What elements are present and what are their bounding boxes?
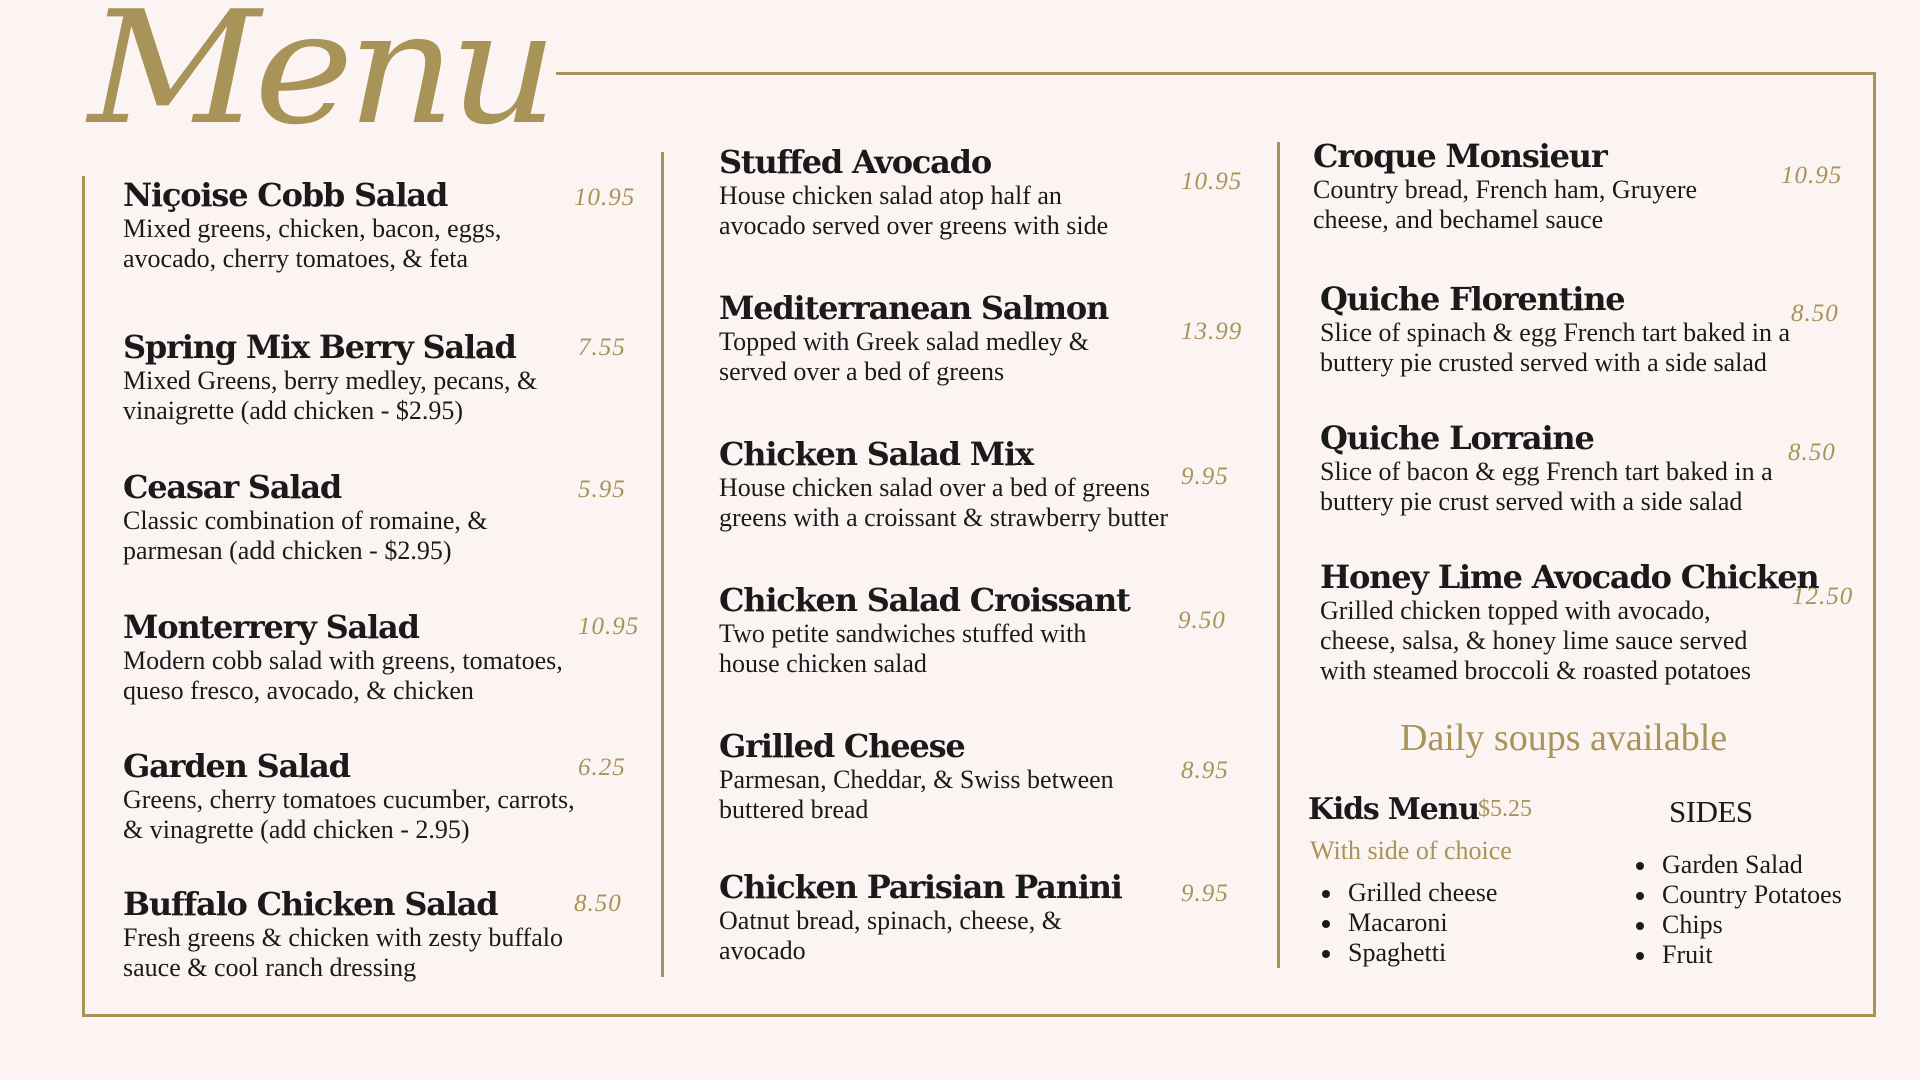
item-name: Quiche Florentine xyxy=(1320,280,1625,318)
list-item: • Macaroni xyxy=(1344,908,1497,938)
menu-item xyxy=(1320,558,1819,686)
item-price: 9.50 xyxy=(1178,607,1226,634)
item-description: Slice of spinach & egg French tart baked in a buttery pie crusted served with a side salad xyxy=(1320,318,1791,377)
item-description: Greens, cherry tomatoes cucumber, carrots, & vinagrette (add chicken - 2.95) xyxy=(123,785,575,844)
frame-right-border xyxy=(1873,72,1876,1017)
item-name: Chicken Salad Mix xyxy=(719,435,1033,473)
list-item: • Spaghetti xyxy=(1344,938,1497,968)
menu-item xyxy=(123,328,593,426)
item-price: 10.95 xyxy=(578,613,640,640)
item-price: 9.95 xyxy=(1181,880,1229,907)
item-description: Parmesan, Cheddar, & Swiss between buttered bread xyxy=(719,765,1114,824)
item-price: 8.50 xyxy=(1788,439,1836,466)
item-description: House chicken salad over a bed of greens greens with a croissant & strawberry butter xyxy=(719,473,1169,532)
menu-item xyxy=(1320,280,1810,378)
item-price: 8.50 xyxy=(1791,300,1839,327)
item-description: Mixed Greens, berry medley, pecans, & vinaigrette (add chicken - $2.95) xyxy=(123,366,538,425)
item-price: 12.50 xyxy=(1792,583,1854,610)
menu-item xyxy=(123,468,593,566)
item-name: Ceasar Salad xyxy=(123,468,342,506)
item-name: Garden Salad xyxy=(123,747,350,785)
frame-bottom-border xyxy=(82,1014,1876,1017)
item-price: 8.50 xyxy=(574,890,622,917)
frame-top-border xyxy=(556,72,1876,75)
kids-menu-title: Kids Menu xyxy=(1308,792,1479,827)
item-description: Mixed greens, chicken, bacon, eggs, avocado, cherry tomatoes, & feta xyxy=(123,214,502,273)
menu-title: Menu xyxy=(88,0,552,159)
item-name: Croque Monsieur xyxy=(1313,137,1607,175)
list-item: • Fruit xyxy=(1658,940,1842,970)
menu-item xyxy=(123,176,593,274)
item-description: Fresh greens & chicken with zesty buffalo sauce & cool ranch dressing xyxy=(123,923,563,982)
list-item: • Grilled cheese xyxy=(1344,878,1497,908)
item-description: Topped with Greek salad medley & served over a bed of greens xyxy=(719,327,1090,386)
menu-item xyxy=(719,581,1199,679)
menu-item xyxy=(1313,137,1783,235)
sides-list xyxy=(1632,850,1842,970)
item-description: Modern cobb salad with greens, tomatoes, queso fresco, avocado, & chicken xyxy=(123,646,563,705)
daily-soups-note: Daily soups available xyxy=(1400,717,1728,759)
item-name: Chicken Salad Croissant xyxy=(719,581,1130,619)
item-name: Buffalo Chicken Salad xyxy=(123,885,498,923)
kids-menu-price: $5.25 xyxy=(1478,796,1532,822)
item-name: Stuffed Avocado xyxy=(719,143,991,181)
list-item: • Country Potatoes xyxy=(1658,880,1842,910)
item-description: Country bread, French ham, Gruyere cheese, and bechamel sauce xyxy=(1313,175,1698,234)
list-item: • Chips xyxy=(1658,910,1842,940)
menu-item xyxy=(719,435,1219,533)
menu-item xyxy=(123,747,593,845)
item-description: Oatnut bread, spinach, cheese, & avocado xyxy=(719,906,1062,965)
item-description: Grilled chicken topped with avocado, cheese, salsa, & honey lime sauce served with steamed broccoli & roasted potatoes xyxy=(1320,596,1752,685)
menu-item xyxy=(123,608,593,706)
item-description: Classic combination of romaine, & parmesan (add chicken - $2.95) xyxy=(123,506,488,565)
item-price: 9.95 xyxy=(1181,463,1229,490)
list-item: • Garden Salad xyxy=(1658,850,1842,880)
item-name: Grilled Cheese xyxy=(719,727,965,765)
menu-item xyxy=(719,868,1199,966)
sides-title: SIDES xyxy=(1669,794,1753,829)
menu-item xyxy=(1320,419,1790,517)
item-name: Chicken Parisian Panini xyxy=(719,868,1122,906)
item-name: Mediterranean Salmon xyxy=(719,289,1109,327)
menu-item xyxy=(719,289,1199,387)
item-name: Quiche Lorraine xyxy=(1320,419,1594,457)
item-name: Niçoise Cobb Salad xyxy=(123,176,448,214)
item-price: 6.25 xyxy=(578,754,626,781)
item-description: Slice of bacon & egg French tart baked in a buttery pie crust served with a side salad xyxy=(1320,457,1773,516)
menu-item xyxy=(719,143,1199,241)
menu-item xyxy=(123,885,593,983)
item-price: 10.95 xyxy=(1781,162,1843,189)
kids-menu-subtitle: With side of choice xyxy=(1310,836,1512,865)
item-price: 7.55 xyxy=(578,334,626,361)
item-description: House chicken salad atop half an avocado served over greens with side xyxy=(719,181,1109,240)
item-name: Spring Mix Berry Salad xyxy=(123,328,516,366)
column-divider xyxy=(1277,142,1280,968)
item-price: 13.99 xyxy=(1181,318,1243,345)
column-divider xyxy=(661,152,664,977)
kids-menu-list xyxy=(1318,878,1497,968)
frame-left-border xyxy=(82,176,85,1016)
item-price: 10.95 xyxy=(1181,168,1243,195)
item-description: Two petite sandwiches stuffed with house chicken salad xyxy=(719,619,1087,678)
item-price: 8.95 xyxy=(1181,757,1229,784)
item-price: 5.95 xyxy=(578,476,626,503)
item-name: Honey Lime Avocado Chicken xyxy=(1320,558,1819,596)
menu-item xyxy=(719,727,1199,825)
item-name: Monterrery Salad xyxy=(123,608,419,646)
item-price: 10.95 xyxy=(574,184,636,211)
